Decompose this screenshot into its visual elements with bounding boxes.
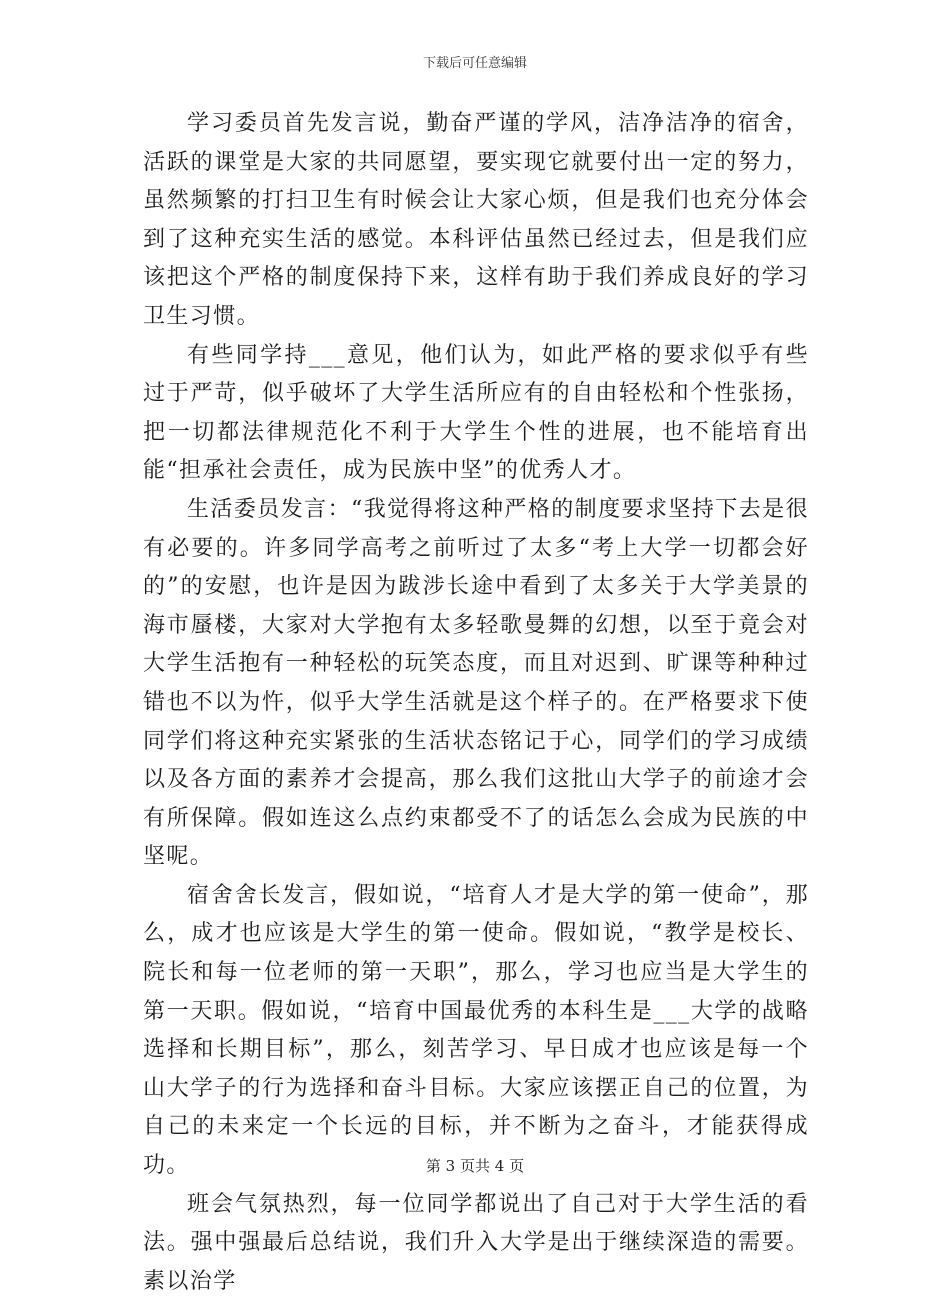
paragraph-study-committee: 学习委员首先发言说，勤奋严谨的学风，洁净洁净的宿舍，活跃的课堂是大家的共同愿望，要实现它就要付出一定的努力，虽然频繁的打扫卫生有时候会让大家心烦，但是我们也充分体会到了这种充实生活的感觉。本科评估虽然已经过去，但是我们应该把这个严格的制度保持下来，这样有助于我们养成良好的学习卫生习惯。 xyxy=(143,111,809,329)
paragraph-summary: 班会气氛热烈，每一位同学都说出了自己对于大学生活的看法。强中强最后总结说，我们升入大学是出于继续深造的需要。素以治学 xyxy=(143,1191,809,1294)
paragraph-dissent: 有些同学持___意见，他们认为，如此严格的要求似乎有些过于严苛，似乎破坏了大学生活所应有的自由轻松和个性张扬，把一切都法律规范化不利于大学生个性的进展，也不能培育出能“担承社会责任，成为民族中坚”的优秀人才。 xyxy=(143,342,809,484)
document-body xyxy=(143,105,809,1301)
paragraph-life-committee: 生活委员发言：“我觉得将这种严格的制度要求坚持下去是很有必要的。许多同学高考之前听过了太多“考上大学一切都会好的”的安慰，也许是因为跋涉长途中看到了太多关于大学美景的海市蜃楼，大家对大学抱有太多轻歌曼舞的幻想，以至于竟会对大学生活抱有一种轻松的玩笑态度，而且对迟到、旷课等种种过错也不以为忤，似乎大学生活就是这个样子的。在严格要求下使同学们将这种充实紧张的生活状态铭记于心，同学们的学习成绩以及各方面的素养才会提高，那么我们这批山大学子的前途才会有所保障。假如连这么点约束都受不了的话怎么会成为民族的中坚呢。 xyxy=(143,496,809,870)
paragraph-dorm-head: 宿舍舍长发言，假如说，“培育人才是大学的第一使命”，那么，成才也应该是大学生的第一使命。假如说，“教学是校长、院长和每一位老师的第一天职”，那么，学习也应当是大学生的第一天职。假如说，“培育中国最优秀的本科生是___大学的战略选择和长期目标”，那么，刻苦学习、早日成才也应该是每一个山大学子的行为选择和奋斗目标。大家应该摆正自己的位置，为自己的未来定一个长远的目标，并不断为之奋斗，才能获得成功。 xyxy=(143,882,809,1179)
header-note: 下载后可任意编辑 xyxy=(422,56,527,71)
page-number: 第 3 页共 4 页 xyxy=(425,1157,525,1175)
